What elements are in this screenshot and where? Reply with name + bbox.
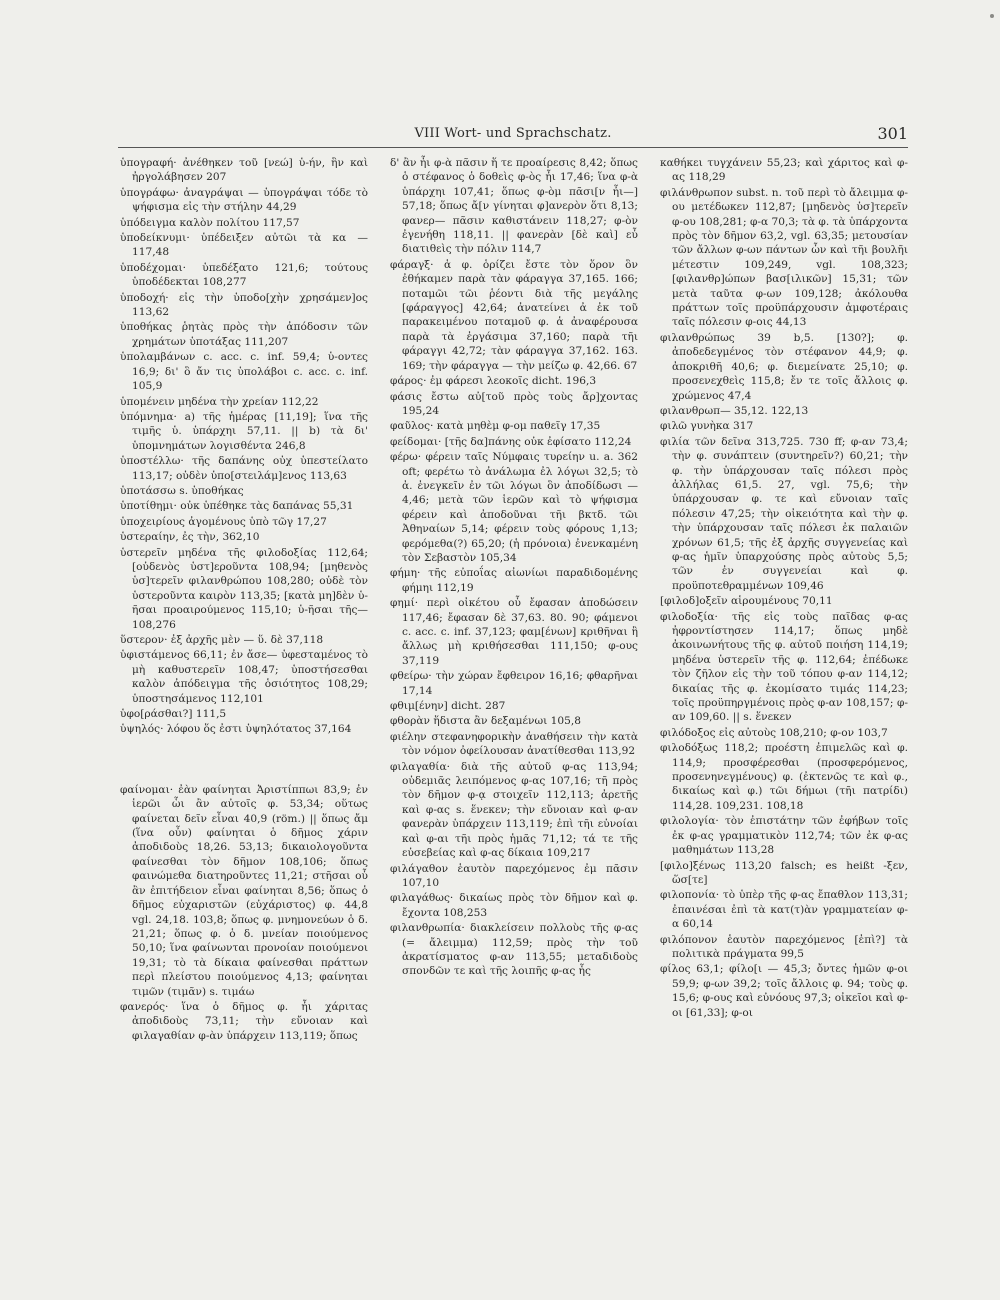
list-item: ὕστερον· ἐξ ἀρχῆς μὲν — ὕ. δὲ 37,118 <box>120 634 324 646</box>
list-item: δ' ἂν ἦι φ-ὰ πᾶσιν ἥ τε προαίρεσις 8,42; ὅπως ὁ στέφανος ὁ δοθεὶς φ-ὸς ἦι 17,46; ἵνα φ-ὰ ὑπάρχηι 107,41; ὅπως φ-ὸμ πᾶσι[ν ἦι—] 57,18; ὅπως ἄ[ν γίνηται φ]ανερὸν ὅτι 8,13; φανερ— πᾶσιν καθιστάνειν 118,27; φ-ὸν ἐγενήθη 118,11. || φανερὰν [δὲ καὶ] εὖ διατιθεὶς τὴν πόλιν 114,7 <box>390 157 638 256</box>
list-item: φιλανθρώπως 39 b,5. [130?]; φ. ἀποδεδεγμένος τὸν στέφανον 44,9; φ. ἀποκριθῆ 40,6; φ. διεμείνατε 25,10; φ. προσενεχθεὶς 115,8; ἔν τε τοῖς ἄλλοις φ. χρώμενος 47,4 <box>660 331 908 402</box>
column-1-upsilon-section <box>120 156 368 737</box>
list-item: φέρω· φέρειν ταῖς Νύμφαις τυρείην u. a. 362 oft; φερέτω τὸ ἀνάλωμα ἐλ λόγωι 32,5; τὸ ἀ. ἐνεγκεῖν ἐν τῶι λόγωι ὃν ἀποδίδωσι — 4,46; μετὰ τῶν ἱερῶν καὶ τὸ ψήφισμα φέρειν καὶ ἀποδοῦναι τῆι βκτδ. τῶι Ἀθηναίων 5,14; φέρειν τοὺς φόρους 1,13; φερόμεθα(?) 65,20; (ἡ πρόνοια) ἐνενκαμένη τὸν Σεβαστὸν 105,34 <box>390 451 638 564</box>
list-item: ὑποδοχή· εἰς τὴν ὑποδο[χὴν χρησάμεν]ος 113,62 <box>120 291 368 319</box>
list-item: ὑφιστάμενος 66,11; ἐν ἄσε— ὑφεσταμένος τὸ μὴ καθυστερεῖν 108,47; ὑποστήσεσθαι καλὸν ἀπόδειγμα τῆς ὁσιότητος 108,29; ὑποστησάμενος 112,101 <box>120 649 368 705</box>
running-head: VIII Wort- und Sprachschatz. <box>414 126 612 141</box>
list-item: [φιλοδ]οξεῖν αἱρουμένους 70,11 <box>660 595 833 608</box>
list-item: φιλαγάθως· δικαίως πρὸς τὸν δῆμον καὶ φ. ἔχοντα 108,253 <box>390 892 638 919</box>
list-item: φιλαγαθία· διὰ τῆς αὐτοῦ φ-ας 113,94; οὐδεμιᾶς λειπόμενος φ-ας 107,16; τῆ πρὸς τὸν δῆμον φ-ᾳ στοιχεῖν 112,113; ἀρετῆς καὶ φ-ας s. ἕνεκεν; τὴν εὔνοιαν καὶ φ-αν φανερὰν ὑπάρχειν 113,119; ἐπὶ τῆι εὐνοίαι καὶ φ-αι τῆι πρὸς ἡμᾶς 71,12; τά τε τῆς εὐσεβείας καὶ φ-ας δίκαια 109,217 <box>390 760 638 860</box>
list-item: ὑστεραίην, ἐς τὴν, 362,10 <box>120 531 260 544</box>
list-item: φανερός· ἵνα ὁ δῆμος φ. ἦι χάριτας ἀποδιδοὺς 73,11; τὴν εὔνοιαν καὶ φιλαγαθίαν φ-ὰν ὑπάρχειν 113,119; ὅπως <box>120 1000 368 1042</box>
list-item: καθήκει τυγχάνειν 55,23; καὶ χάριτος καὶ φ-ας 118,29 <box>660 157 908 184</box>
list-item: ὑφο[ράσθαι?] 111,5 <box>120 708 227 721</box>
list-item: φημί· περὶ οἰκέτου οὗ ἔφασαν ἀποδώσειν 117,46; ἔφασαν δὲ 37,63. 80. 90; φάμενοι c. acc. c. inf. 37,123; φαμ[ένων] κριθῆναι ἢ ἄλλως μὴ κριθήσεσθαι 111,150; φ-ους 37,119 <box>390 597 638 667</box>
scan-mark <box>990 14 994 18</box>
column-1-phi-section <box>120 783 368 1043</box>
list-item: [φιλο]ξένως 113,20 falsch; es heißt -ξεν, ὥσ[τε] <box>660 859 908 886</box>
list-item: ὑπολαμβάνων c. acc. c. inf. 59,4; ὑ-οντες 16,9; δι' ὃ ἄν τις ὑπολάβοι c. acc. c. inf. 105,9 <box>120 351 368 393</box>
list-item: φιέλην στεφανηφορικὴν ἀναθήσειν τὴν κατὰ τὸν νόμον ὀφείλουσαν ἀνατίθεσθαι 113,92 <box>390 730 638 758</box>
list-item: φιλόδοξος εἰς αὐτοὺς 108,210; φ-ον 103,7 <box>660 726 888 739</box>
column-1 <box>120 156 368 1044</box>
list-item: φιλάγαθον ἑαυτὸν παρεχόμενος ἐμ πᾶσιν 107,10 <box>390 862 638 889</box>
list-item: φιλολογία· τὸν ἐπιστάτην τῶν ἐφήβων τοῖς ἐκ φ-ας γραμματικὸν 112,74; τῶν ἐκ φ-ας μαθημάτων 113,28 <box>660 815 908 857</box>
list-item: φαῦλος· κατὰ μηθὲμ φ-ομ παθεῖγ 17,35 <box>390 420 601 433</box>
list-item: φήμη· τῆς εὐποΐας αἰωνίωι παραδιδομένης φήμηι 112,19 <box>390 567 638 594</box>
list-item: φθορὰν ἥδιστα ἂν δεξαμένωι 105,8 <box>390 715 581 728</box>
list-item: ὑποτάσσω s. ὑποθήκας <box>120 484 244 497</box>
list-item: φθιμ[ένην] dicht. 287 <box>390 700 506 713</box>
header-rule <box>118 147 908 148</box>
list-item: φιλάνθρωπον subst. n. τοῦ περὶ τὸ ἄλειμμα φ-ου μετέδωκεν 112,87; [μηδενὸς ὑσ]τερεῖν φ-ου 108,281; φ-α 70,3; τὰ φ. τὰ ὑπάρχοντα πρὸς τὸν δῆμον 63,2, vgl. 63,35; μετουσίαν τῶν ἄλλων φ-ων πάντων ὧν καὶ τῆι βουλῆι μέτεστιν 109,249, vgl. 108,323; [φιλανθρ]ώπων βασ[ιλικῶν] 15,31; τῶν μετὰ ταῦτα φ-ων 109,128; ἀκόλουθα πράττων τοῖς προϋπάρχουσιν ἀμφοτέραις ταῖς πόλεσιν φ-οις 44,13 <box>660 186 908 329</box>
list-item: φιλανθρωπία· διακλείσειν πολλοὺς τῆς φ-ας (= ἄλειμμα) 112,59; πρὸς τὴν τοῦ ἀκρατίσματος φ-αν 113,55; μεταδιδοὺς σπονδῶν τε καὶ τῆς λοιπῆς φ-ας ἧς <box>390 922 638 978</box>
column-2 <box>390 156 638 980</box>
list-item: ὑποστέλλω· τῆς δαπάνης οὐχ ὑπεστείλατο 113,17; οὐδὲν ὑπο[στειλάμ]ενος 113,63 <box>120 455 368 482</box>
list-item: φίλος 63,1; φίλο[ι — 45,3; ὄντες ἡμῶν φ-οι 59,9; φ-ων 39,2; τοῖς ἄλλοις φ. 94; τοὺς φ. 15,6; φ-ους καὶ εὐνόους 97,3; οἰκεῖοι καὶ φ-οι [61,33]; φ-οι <box>660 963 908 1019</box>
list-item: φιλία τῶν δεῖνα 313,725. 730 ff; φ-αν 73,4; τὴν φ. συνάπτειν (συντηρεῖν?) 60,21; τὴν φ. τὴν ὑπάρχουσαν ταῖς πόλεσι πρὸς ἀλλήλας 61,5. 27, vgl. 75,6; τὴν ὑπάρχουσαν φ. τε καὶ εὔνοιαν ταῖς πόλεσιν 47,25; τὴν οἰκειότητα καὶ τὴν φ. τὴν ὑπάρχουσαν ταῖς πόλεσι ἐκ παλαιῶν χρόνων 61,5; τῆς ἐξ ἀρχῆς συγγενείας καὶ φ-ας ἡμῖν ὑπαρχούσης πρὸς αὐτοὺς 5,5; τῶν ἐν συγγενείαι καὶ φ. προϋποτεθραμμένων 109,46 <box>660 435 908 592</box>
list-item: ὑπομένειν μηδένα τὴν χρείαν 112,22 <box>120 395 319 408</box>
page-number: 301 <box>877 124 908 143</box>
list-item: ὑπόμνημα· a) τῆς ἡμέρας [11,19]; ἵνα τῆς τιμῆς ὑ. ὑπάρχηι 57,11. || b) τὰ δι' ὑπομνημάτων λογισθέντα 246,8 <box>120 410 368 452</box>
list-item: ὑψηλός· λόφου ὅς ἐστι ὑψηλότατος 37,164 <box>120 723 352 736</box>
list-item: φάραγξ· ἁ φ. ὁρίζει ἔστε τὸν ὅρον ὃν ἐθήκαμεν παρὰ τὰν φάραγγα 37,165. 166; ποταμῶι τῶι ῥέοντι διὰ τῆς μεγάλης [φάραγγος] 42,64; ἀνατείνει ἀ ἐκ τοῦ παρακειμένου ποταμοῦ φ. ἁ ἀναφέρουσα παρὰ τὰ ἐργάσιμα 37,160; παρὰ τῆι φάραγγι 42,72; τὰν φάραγγα 37,162. 163. 169; τὴν φάραγγα — τὴν μείζω φ. 42,66. 67 <box>390 258 638 372</box>
list-item: ὑποθήκας ῥητὰς πρὸς τὴν ἀπόδοσιν τῶν χρημάτων ὑποτάξας 111,207 <box>120 321 368 348</box>
list-item: ὑποχειρίους ἀγομένους ὑπὸ τῶγ 17,27 <box>120 515 327 528</box>
list-item: φιλανθρωπ— 35,12. 122,13 <box>660 404 809 417</box>
column-3 <box>660 156 908 1021</box>
list-item: ὑπογράφω· ἀναγράψαι — ὑπογράψαι τόδε τὸ ψήφισμα εἰς τὴν στήλην 44,29 <box>120 186 368 214</box>
list-item: φαίνομαι· ἐὰν φαίνηται Ἀριστίππωι 83,9; ἐν ἱερῶι ὧι ἂν αὐτοῖς φ. 53,34; οὕτως φαίνεται δεῖν εἶναι 40,9 (röm.) || ὅπως ἄμ (ἵνα οὖν) φαίνηται ὁ δῆμος χάριν ἀποδιδοὺς 18,26. 53,13; δικαιολογοῦντα φαίνεσθαι τὸν δῆμον 108,106; ὅπως φαινώμεθα διατηροῦντες 11,21; στῆσαι οὗ ἂν ἐπιτήδειον εἶναι φαίνηται 8,56; ὅπως ὁ δῆμος εὐχαριστῶν (εὐχάριστος) φ. 44,8 vgl. 24,18. 103,8; ὅπως φ. μνημονεύων ὁ δ. 21,21; ὅπως φ. ὁ δ. μνείαν ποιούμενος 50,10; ἵνα φαίνωνται προνοίαν ποιούμενοι 19,31; τὸ τὰ δίκαια φαίνεσθαι πράττων περὶ πλείστου ποιούμενος 4,13; φαίνηται τιμῶν (τιμᾶν) s. τιμάω <box>120 783 368 998</box>
list-item: φείδομαι· [τῆς δα]πάνης οὐκ ἐφίσατο 112,24 <box>390 435 632 448</box>
list-item: φιλόπονον ἑαυτὸν παρεχόμενος [ἐπὶ?] τὰ πολιτικὰ πράγματα 99,5 <box>660 933 908 960</box>
list-item: φάρος· ἐμ φάρεσι λεοκοῖς dicht. 196,3 <box>390 375 597 388</box>
list-item: ὑπόδειγμα καλὸν πολίτου 117,57 <box>120 216 300 229</box>
list-item: φιλοδοξία· τῆς εἰς τοὺς παῖδας φ-ας ἠφροντίστησεν 114,17; ὅπως μηδὲ ἀκοινωνήτους τῆς φ. αὐτοῦ ποιήση 114,19; μηδένα ὑστερεῖν τῆς φ. 112,64; ἐπέδωκε τὸν ζῆλον εἰς τὴν τοῦ τόπου φ-αν 114,12; δικαίας τῆς φ. ἐκομίσατο τιμάς 114,23; τοῖς προϋπηργμένοις πρὸς φ-αν 108,157; φ-αν 109,60. || s. ἕνεκεν <box>660 610 908 724</box>
list-item: ὑποδέχομαι· ὑπεδέξατο 121,6; τούτους ὑποδέδεκται 108,277 <box>120 261 368 289</box>
list-item: φάσις ἔστω αὐ[τοῦ πρὸς τοὺς ἄρ]χοντας 195,24 <box>390 390 638 417</box>
list-item: ὑποδείκνυμι· ὑπέδειξεν αὐτῶι τὰ κα — 117,48 <box>120 232 368 259</box>
list-item: φθείρω· τὴν χώραν ἔφθειρον 16,16; φθαρῆναι 17,14 <box>390 670 638 697</box>
list-item: φιλοπονία· τὸ ὑπὲρ τῆς φ-ας ἔπαθλον 113,31; ἐπαινέσαι ἐπὶ τὰ κατ(τ)ὰν γραμματείαν φ-α 60,14 <box>660 889 908 931</box>
list-item: ὑπογραφή· ἀνέθηκεν τοῦ [νεώ] ὑ-ήν, ἣν καὶ ἠργολάβησεν 207 <box>120 157 368 184</box>
list-item: φιλῶ γυνὴκα 317 <box>660 420 754 433</box>
page-header <box>118 124 908 146</box>
list-item: ὑποτίθημι· οὐκ ὑπέθηκε τὰς δαπάνας 55,31 <box>120 500 354 513</box>
list-item: φιλοδόξως 118,2; προέστη ἐπιμελῶς καὶ φ. 114,9; προσφέρεσθαι (προσφερόμενος, προσενηνεγμένους) φ. (ἐκτενῶς τε καὶ φ., δικαίως καὶ φ.) τῶι δήμωι (τῆι πατρίδι) 114,28. 109,231. 108,18 <box>660 742 908 812</box>
list-item: ὑστερεῖν μηδένα τῆς φιλοδοξίας 112,64; [οὐδενὸς ὑστ]εροῦντα 108,94; [μηθενὸς ὑσ]τερεῖν φιλανθρώπου 108,280; οὐδὲ τὸν ὑστεροῦντα καιρὸν 113,35; [κατὰ μη]δὲν ὑ-ῆσαι προαιρούμενος 115,10; ὑ-ῆσαι τῆς— 108,276 <box>120 546 368 631</box>
